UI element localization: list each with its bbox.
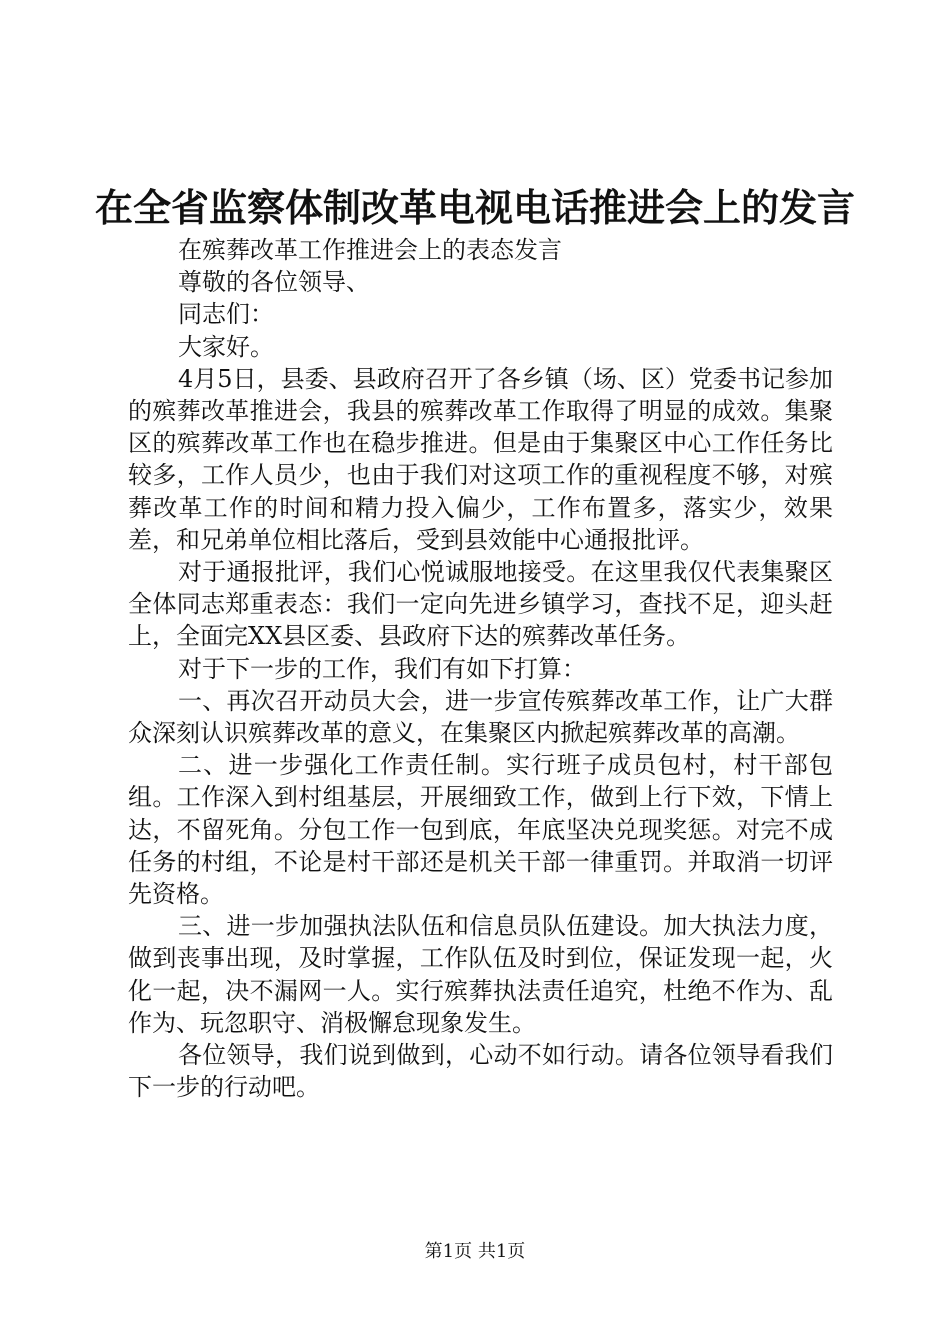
salutation-paragraph: 同志们：: [178, 300, 274, 329]
document-body: [128, 234, 833, 1103]
plan-item-paragraph: 三、进一步加强执法队伍和信息员队伍建设。加大执法力度，做到丧事出现，及时掌握，工作队伍及时到位，保证发现一起，火化一起，决不漏网一人。实行殡葬执法责任追究，杜绝不作为、乱作为、玩忽职守、消极懈怠现象发生。: [128, 912, 833, 1037]
closing-paragraph: 各位领导，我们说到做到，心动不如行动。请各位领导看我们下一步的行动吧。: [128, 1041, 833, 1102]
page-title: 在全省监察体制改革电视电话推进会上的发言: [94, 185, 855, 230]
body-paragraph: 对于下一步的工作，我们有如下打算：: [178, 654, 586, 683]
page-footer: 第1页 共1页: [424, 1241, 526, 1262]
plan-item-paragraph: 二、进一步强化工作责任制。实行班子成员包村，村干部包组。工作深入到村组基层，开展细致工作，做到上行下效，下情上达，不留死角。分包工作一包到底，年底坚决兑现奖惩。对完不成任务的村组，不论是村干部还是机关干部一律重罚。并取消一切评先资格。: [128, 751, 833, 909]
salutation-paragraph: 尊敬的各位领导、: [178, 268, 370, 297]
greeting-paragraph: 大家好。: [178, 332, 274, 361]
body-paragraph: 4月5日，县委、县政府召开了各乡镇（场、区）党委书记参加的殡葬改革推进会，我县的殡葬改革工作取得了明显的成效。集聚区的殡葬改革工作也在稳步推进。但是由于集聚区中心工作任务比较多，工作人员少，也由于我们对这项工作的重视程度不够，对殡葬改革工作的时间和精力投入偏少，工作布置多，落实少，效果差，和兄弟单位相比落后，受到县效能中心通报批评。: [128, 364, 833, 554]
subtitle-paragraph: 在殡葬改革工作推进会上的表态发言: [178, 236, 562, 264]
plan-item-paragraph: 一、再次召开动员大会，进一步宣传殡葬改革工作，让广大群众深刻认识殡葬改革的意义，在集聚区内掀起殡葬改革的高潮。: [128, 686, 833, 748]
body-paragraph: 对于通报批评，我们心悦诚服地接受。在这里我仅代表集聚区全体同志郑重表态：我们一定向先进乡镇学习，查找不足，迎头赶上，全面完XX县区委、县政府下达的殡葬改革任务。: [128, 558, 833, 651]
